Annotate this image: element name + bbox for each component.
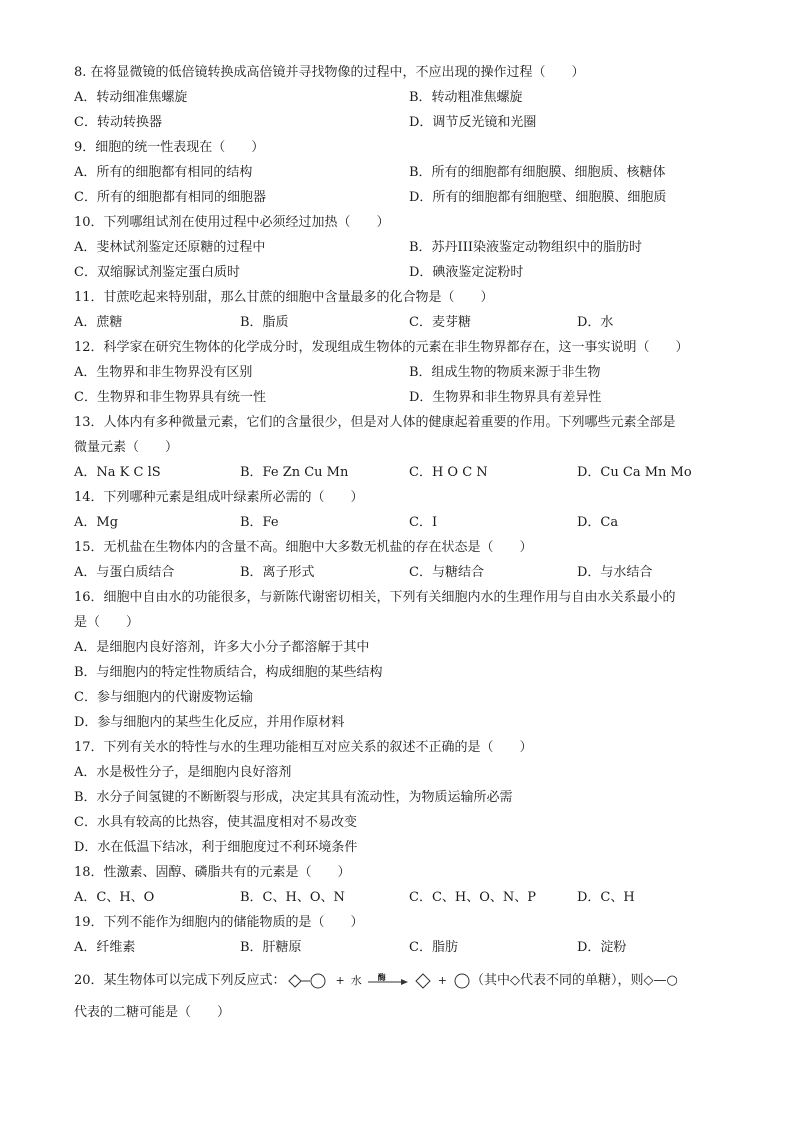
- q13-option-c[interactable]: C．H O C N: [409, 465, 488, 480]
- q20-stem-line1: [74, 972, 678, 990]
- q13-stem-line2: 微量元素（ ）: [74, 440, 179, 455]
- q14-stem: 14．下列哪种元素是组成叶绿素所必需的（ ）: [74, 490, 364, 505]
- q11-stem: 11．甘蔗吃起来特别甜，那么甘蔗的细胞中含量最多的化合物是（ ）: [74, 290, 494, 305]
- q17-option-d[interactable]: D．水在低温下结冰，利于细胞度过不利环境条件: [74, 840, 358, 855]
- q13-option-d[interactable]: D．Cu Ca Mn Mo: [577, 465, 692, 480]
- q10-option-b[interactable]: B．苏丹III染液鉴定动物组织中的脂肪时: [409, 240, 642, 255]
- q9-stem: 9．细胞的统一性表现在（ ）: [74, 140, 265, 155]
- q8-option-c[interactable]: C．转动转换器: [74, 115, 162, 130]
- q8-option-b[interactable]: B．转动粗准焦螺旋: [409, 90, 523, 105]
- q14-option-d[interactable]: D．Ca: [577, 515, 619, 530]
- q9-option-b[interactable]: B．所有的细胞都有细胞膜、细胞质、核糖体: [409, 165, 666, 180]
- q13-option-b[interactable]: B．Fe Zn Cu Mn: [240, 465, 349, 480]
- q15-stem: 15．无机盐在生物体内的含量不高。细胞中大多数无机盐的存在状态是（ ）: [74, 540, 533, 555]
- q12-option-d[interactable]: D．生物界和非生物界具有差异性: [409, 390, 602, 405]
- q16-option-d[interactable]: D．参与细胞内的某些生化反应，并用作原材料: [74, 715, 345, 730]
- q8-option-a[interactable]: A．转动细准焦螺旋: [74, 90, 188, 105]
- q11-option-d[interactable]: D．水: [577, 315, 614, 330]
- q13-stem-line1: 13．人体内有多种微量元素，它们的含量很少，但是对人体的健康起着重要的作用。下列哪些元素全部是: [74, 415, 676, 430]
- q16-stem-line1: 16．细胞中自由水的功能很多，与新陈代谢密切相关，下列有关细胞内水的生理作用与自由水关系最小的: [74, 590, 676, 605]
- q11-option-a[interactable]: A．蔗糖: [74, 315, 123, 330]
- q17-option-a[interactable]: A．水是极性分子，是细胞内良好溶剂: [74, 765, 292, 780]
- q18-stem: 18．性激素、固醇、磷脂共有的元素是（ ）: [74, 865, 351, 880]
- q18-option-c[interactable]: C．C、H、O、N、P: [409, 890, 537, 905]
- q11-option-b[interactable]: B．脂质: [240, 315, 289, 330]
- q10-option-c[interactable]: C．双缩脲试剂鉴定蛋白质时: [74, 265, 240, 280]
- q9-option-c[interactable]: C．所有的细胞都有相同的细胞器: [74, 190, 266, 205]
- enzyme-label: 酶: [377, 972, 386, 982]
- q8-stem: 8. 在将显微镜的低倍镜转换成高倍镜并寻找物像的过程中，不应出现的操作过程（ ）: [74, 65, 585, 80]
- q15-option-a[interactable]: A．与蛋白质结合: [74, 565, 175, 580]
- q12-option-b[interactable]: B．组成生物的物质来源于非生物: [409, 365, 601, 380]
- q19-option-a[interactable]: A．纤维素: [74, 940, 136, 955]
- q18-option-b[interactable]: B．C、H、O、N: [240, 890, 345, 905]
- q19-option-b[interactable]: B．肝糖原: [240, 940, 302, 955]
- water-label: 水: [350, 974, 362, 987]
- q9-option-d[interactable]: D．所有的细胞都有细胞壁、细胞膜、细胞质: [409, 190, 667, 205]
- reaction-arrow: [366, 972, 410, 990]
- q12-option-a[interactable]: A．生物界和非生物界没有区别: [74, 365, 253, 380]
- q19-option-d[interactable]: D．淀粉: [577, 940, 627, 955]
- q15-option-b[interactable]: B．离子形式: [240, 565, 315, 580]
- q13-option-a[interactable]: A．Na K C lS: [74, 465, 161, 480]
- q18-option-d[interactable]: D．C、H: [577, 890, 635, 905]
- q16-option-b[interactable]: B．与细胞内的特定性物质结合，构成细胞的某些结构: [74, 665, 383, 680]
- q12-option-c[interactable]: C．生物界和非生物界具有统一性: [74, 390, 266, 405]
- q9-option-a[interactable]: A．所有的细胞都有相同的结构: [74, 165, 253, 180]
- diamond-icon: [414, 972, 432, 990]
- q16-stem-line2: 是（ ）: [74, 615, 140, 630]
- plus-sign-2: +: [437, 974, 447, 987]
- q16-option-a[interactable]: A．是细胞内良好溶剂，许多大小分子都溶解于其中: [74, 640, 370, 655]
- q14-option-c[interactable]: C．I: [409, 515, 438, 530]
- disaccharide-diamond-circle-icon: [286, 972, 330, 990]
- q14-option-a[interactable]: A．Mg: [74, 515, 119, 530]
- q20-stem-line2: 代表的二糖可能是（ ）: [74, 1005, 231, 1020]
- circle-icon: [453, 972, 471, 990]
- q17-option-b[interactable]: B．水分子间氢键的不断断裂与形成，决定其具有流动性，为物质运输所必需: [74, 790, 513, 805]
- q16-option-c[interactable]: C．参与细胞内的代谢废物运输: [74, 690, 253, 705]
- q17-stem: 17．下列有关水的特性与水的生理功能相互对应关系的叙述不正确的是（ ）: [74, 740, 533, 755]
- q10-stem: 10．下列哪组试剂在使用过程中必须经过加热（ ）: [74, 215, 390, 230]
- q11-option-c[interactable]: C．麦芽糖: [409, 315, 471, 330]
- q10-option-d[interactable]: D．碘液鉴定淀粉时: [409, 265, 524, 280]
- q19-stem: 19．下列不能作为细胞内的储能物质的是（ ）: [74, 915, 364, 930]
- plus-sign-1: +: [335, 974, 345, 987]
- q12-stem: 12．科学家在研究生物体的化学成分时，发现组成生物体的元素在非生物界都存在，这一事实说明（ ）: [74, 340, 689, 355]
- q14-option-b[interactable]: B．Fe: [240, 515, 279, 530]
- q8-option-d[interactable]: D．调节反光镜和光圈: [409, 115, 537, 130]
- q17-option-c[interactable]: C．水具有较高的比热容，使其温度相对不易改变: [74, 815, 357, 830]
- q20-stem-prefix: 20．某生物体可以完成下列反应式：: [74, 973, 286, 988]
- q20-stem-suffix: （其中◇代表不同的单糖），则◇—○: [470, 973, 678, 988]
- q19-option-c[interactable]: C．脂肪: [409, 940, 458, 955]
- arrow-icon: [366, 972, 410, 990]
- q10-option-a[interactable]: A．斐林试剂鉴定还原糖的过程中: [74, 240, 266, 255]
- q15-option-c[interactable]: C．与糖结合: [409, 565, 484, 580]
- q18-option-a[interactable]: A．C、H、O: [74, 890, 155, 905]
- reaction-equation: [286, 972, 471, 990]
- q15-option-d[interactable]: D．与水结合: [577, 565, 653, 580]
